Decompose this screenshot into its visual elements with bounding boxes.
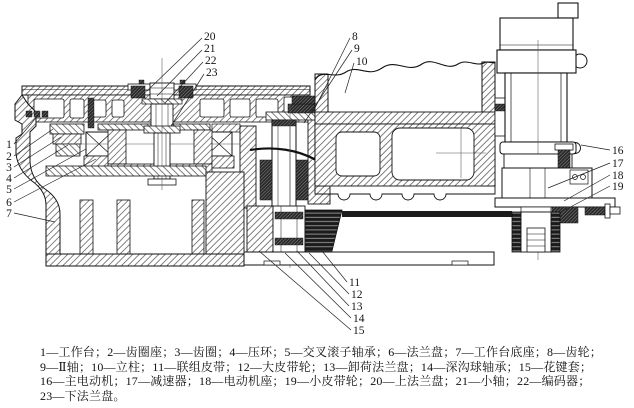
callout-label-10: 10 bbox=[356, 56, 368, 68]
callout-label-8: 8 bbox=[352, 31, 358, 43]
legend-line: 23—下法兰盘。 bbox=[40, 388, 126, 403]
gear-ring-stack bbox=[50, 124, 84, 156]
callout-label-5: 5 bbox=[6, 184, 12, 196]
callout-label-23: 23 bbox=[206, 67, 218, 79]
callout-label-19: 19 bbox=[612, 181, 624, 193]
callout-label-6: 6 bbox=[6, 197, 12, 209]
legend-line: 1—工作台；2—齿圈座；3—齿圈；4—压环；5—交叉滚子轴承；6—法兰盘；7—工作台底座；8—齿轮； bbox=[40, 345, 603, 359]
small-pulley bbox=[512, 207, 560, 252]
callout-label-21: 21 bbox=[204, 43, 216, 55]
callout-label-17: 17 bbox=[612, 158, 624, 170]
callout-label-12: 12 bbox=[351, 289, 363, 301]
callout-leader-16 bbox=[581, 145, 610, 150]
legend bbox=[0, 341, 634, 403]
callout-label-4: 4 bbox=[6, 173, 12, 185]
callout-label-1: 1 bbox=[6, 139, 12, 151]
callout-label-22: 22 bbox=[205, 55, 217, 67]
callout-label-14: 14 bbox=[353, 313, 365, 325]
callout-leader-20 bbox=[147, 38, 202, 91]
callout-label-11: 11 bbox=[349, 277, 361, 289]
callout-label-13: 13 bbox=[351, 301, 363, 313]
callout-label-2: 2 bbox=[6, 151, 12, 163]
callout-label-20: 20 bbox=[204, 31, 216, 43]
callout-label-7: 7 bbox=[6, 208, 12, 220]
big-pulley bbox=[247, 206, 342, 252]
legend-line: 16—主电动机；17—减速器；18—电动机座；19—小皮带轮；20—上法兰盘；21—小轴；22—编码器； bbox=[40, 374, 591, 389]
callout-label-15: 15 bbox=[353, 325, 365, 337]
legend-line: 9—Ⅱ轴；10—立柱；11—联组皮带；12—大皮带轮；13—卸荷法兰盘；14—深沟球轴承；15—花键套； bbox=[40, 359, 593, 374]
callout-label-16: 16 bbox=[612, 145, 624, 157]
callout-leader-10 bbox=[345, 63, 354, 93]
column bbox=[315, 62, 509, 200]
belt-run bbox=[342, 211, 512, 217]
callout-label-18: 18 bbox=[612, 170, 624, 182]
reducer-assembly bbox=[495, 144, 620, 223]
callout-label-3: 3 bbox=[6, 162, 12, 174]
callout-label-9: 9 bbox=[354, 43, 360, 55]
